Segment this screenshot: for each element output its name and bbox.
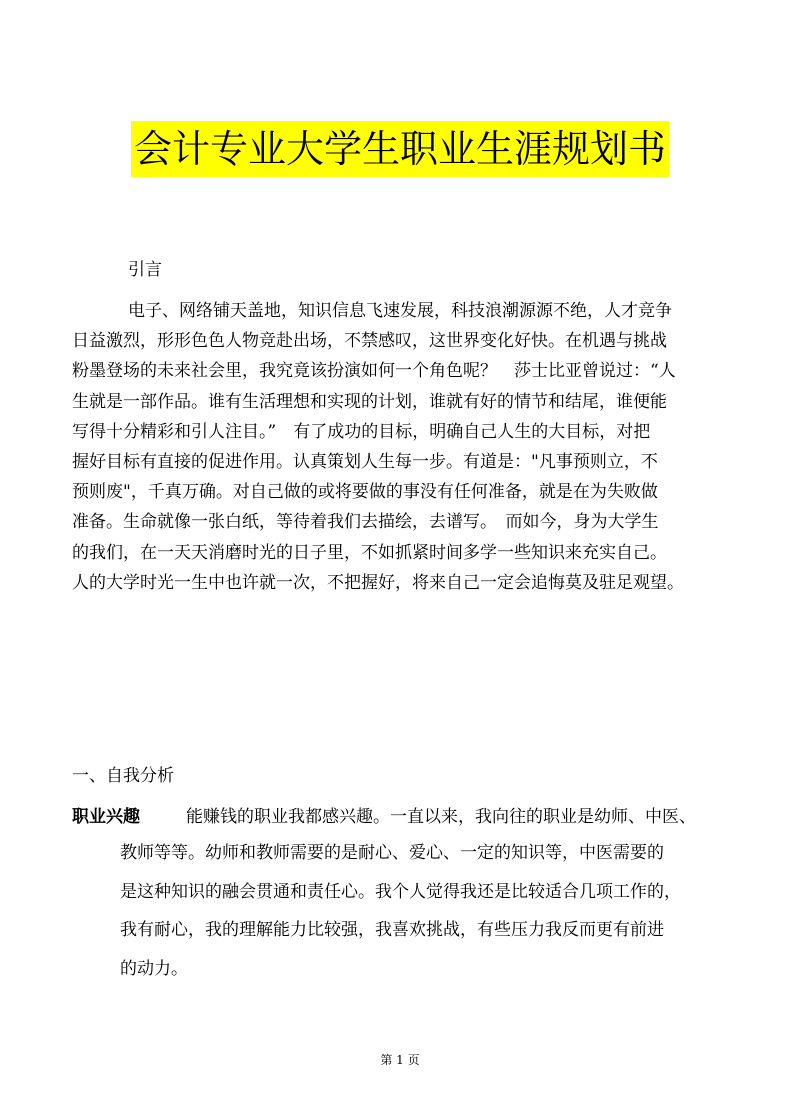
intro-line: 人的大学时光一生中也许就一次，不把握好，将来自己一定会追悔莫及驻足观望。 [72, 572, 684, 593]
intro-heading: 引言 [128, 260, 162, 280]
interest-line: 的动力。 [120, 958, 188, 979]
document-title: 会计专业大学生职业生涯规划书 [131, 121, 669, 177]
interest-line: 教师等等。幼师和教师需要的是耐心、爱心、一定的知识等，中医需要的 [120, 843, 664, 863]
intro-line: 写得十分精彩和引人注目。” 有了成功的目标，明确自己人生的大目标，对把 [72, 421, 651, 442]
career-interest-block [72, 800, 732, 988]
intro-line: 握好目标有直接的促进作用。认真策划人生每一步。有道是："凡事预则立，不 [72, 451, 658, 472]
section-heading-self-analysis: 一、自我分析 [72, 766, 174, 786]
title-container [0, 121, 800, 177]
intro-line: 电子、网络铺天盖地，知识信息飞速发展，科技浪潮源源不绝，人才竞争 [128, 301, 672, 321]
intro-line: 的我们，在一天天消磨时光的日子里，不如抓紧时间多学一些知识来充实自己。 [72, 542, 667, 563]
intro-paragraph [72, 296, 728, 598]
intro-line: 生就是一部作品。谁有生活理想和实现的计划，谁就有好的情节和结尾，谁便能 [72, 391, 667, 412]
intro-line: 准备。生命就像一张白纸，等待着我们去描绘，去谱写。 而如今，身为大学生 [72, 512, 659, 533]
interest-line: 我有耐心，我的理解能力比较强，我喜欢挑战，有些压力我反而更有前进 [120, 920, 664, 940]
interest-line: 能赚钱的职业我都感兴趣。一直以来，我向往的职业是幼师、中医、 [186, 807, 696, 827]
interest-label: 职业兴趣 [72, 807, 140, 827]
intro-line: 粉墨登场的未来社会里，我究竟该扮演如何一个角色呢？ 莎士比亚曾说过：“人 [72, 361, 676, 382]
intro-line: 预则废"，千真万确。对自己做的或将要做的事没有任何准备，就是在为失败做 [72, 482, 658, 503]
page-number: 第 1 页 [380, 1053, 420, 1067]
interest-line: 是这种知识的融会贯通和责任心。我个人觉得我还是比较适合几项工作的， [120, 881, 681, 902]
interest-first-line [72, 800, 732, 834]
intro-line: 日益激烈，形形色色人物竞赴出场，不禁感叹，这世界变化好快。在机遇与挑战 [72, 331, 667, 352]
